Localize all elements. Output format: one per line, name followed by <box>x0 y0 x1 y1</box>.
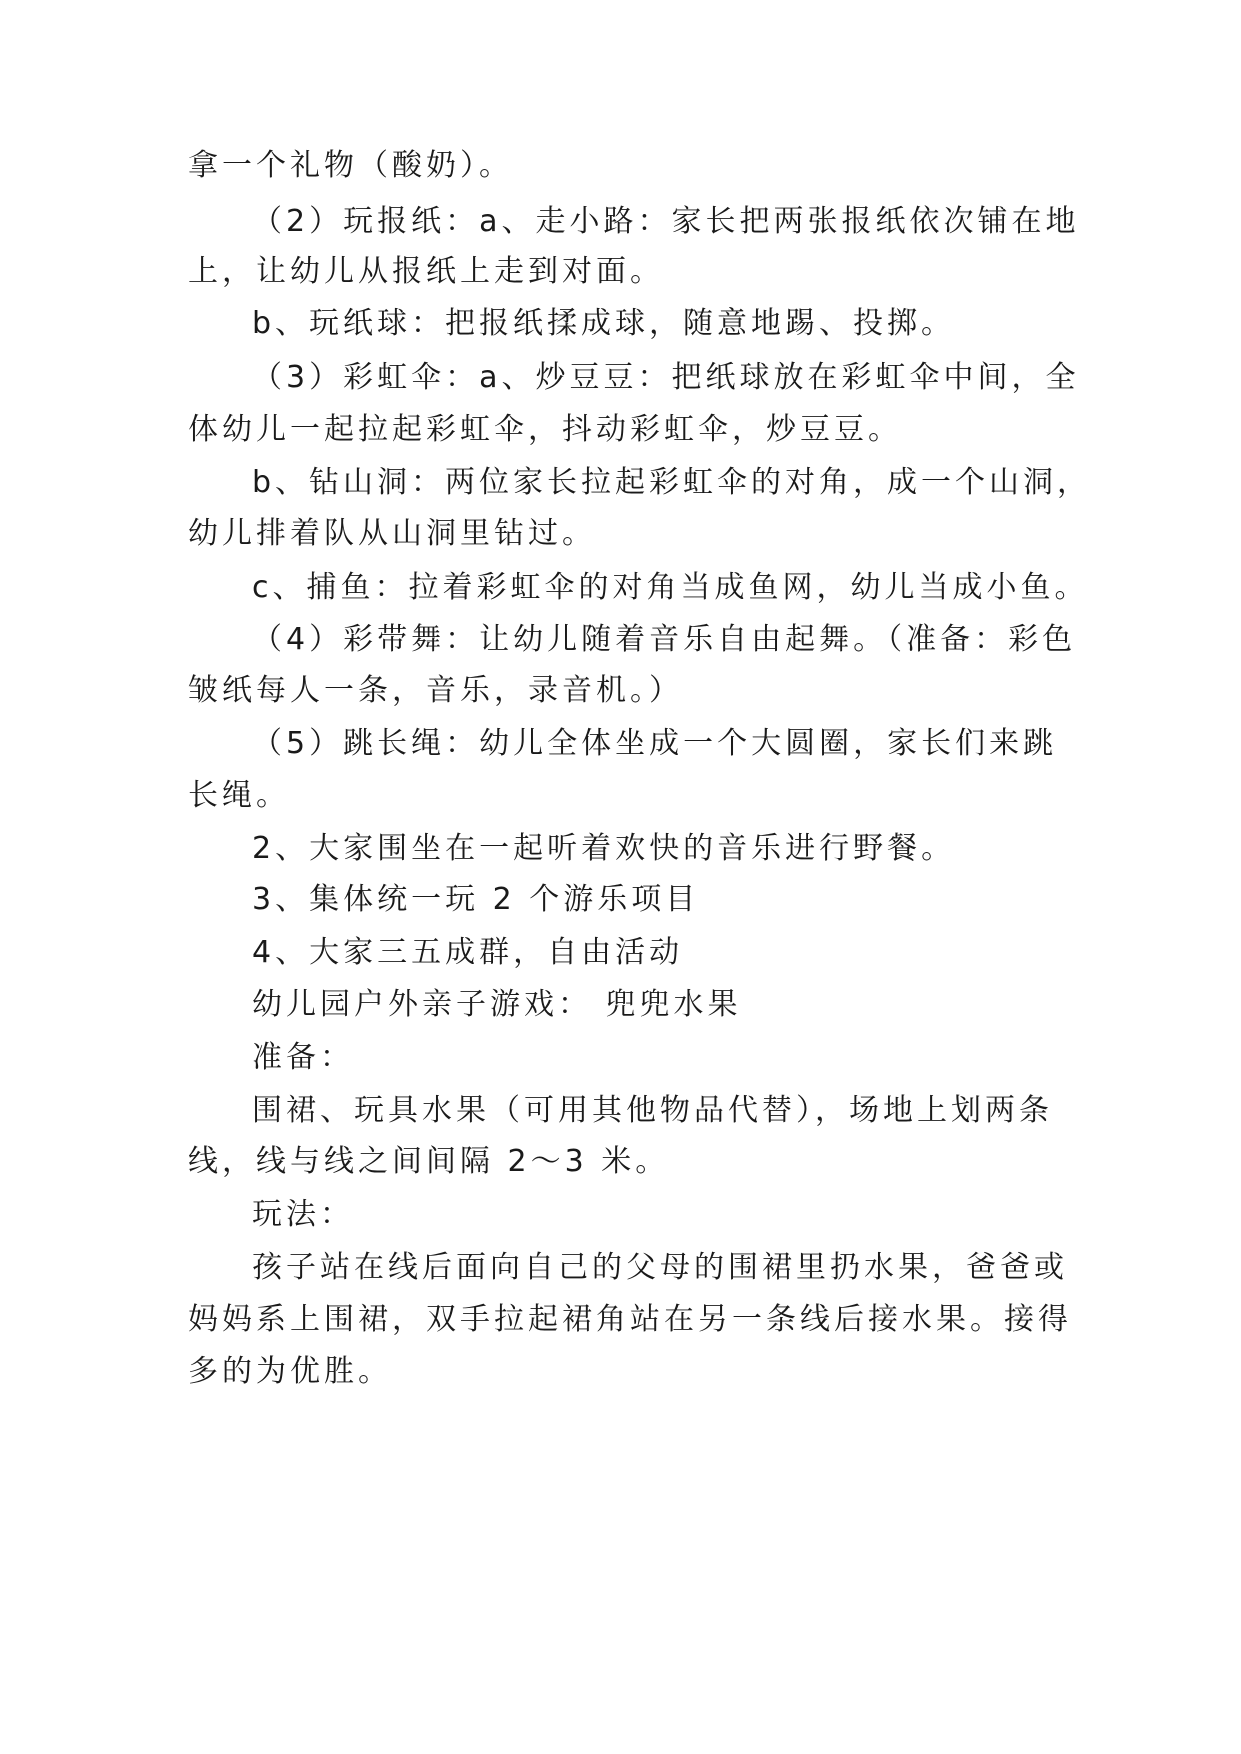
paragraph-line: （5）跳长绳：幼儿全体坐成一个大圆圈，家长们来跳 <box>252 726 1058 761</box>
paragraph-line: 围裙、玩具水果（可用其他物品代替），场地上划两条 <box>252 1093 1053 1128</box>
paragraph-line: 孩子站在线后面向自己的父母的围裙里扔水果，爸爸或 <box>252 1250 1068 1285</box>
paragraph-line: 玩法： <box>252 1197 354 1232</box>
paragraph-line: b、玩纸球：把报纸揉成球，随意地踢、投掷。 <box>252 306 956 341</box>
paragraph-line: 长绳。 <box>188 778 290 813</box>
paragraph-line: 4、大家三五成群，自由活动 <box>252 935 684 970</box>
paragraph-line: 幼儿排着队从山洞里钻过。 <box>188 516 596 551</box>
paragraph-line: 拿一个礼物（酸奶）。 <box>188 148 513 183</box>
paragraph-line: 多的为优胜。 <box>188 1354 392 1389</box>
paragraph-line: 3、集体统一玩 2 个游乐项目 <box>252 882 700 917</box>
paragraph-line: 体幼儿一起拉起彩虹伞，抖动彩虹伞，炒豆豆。 <box>188 412 902 447</box>
paragraph-line: 准备： <box>252 1040 354 1075</box>
paragraph-line: 线，线与线之间间隔 2～3 米。 <box>188 1144 670 1179</box>
paragraph-line: b、钻山洞：两位家长拉起彩虹伞的对角，成一个山洞， <box>252 465 1092 500</box>
paragraph-line: （4）彩带舞：让幼儿随着音乐自由起舞。（准备：彩色 <box>252 622 1077 657</box>
paragraph-line: 2、大家围坐在一起听着欢快的音乐进行野餐。 <box>252 831 956 866</box>
paragraph-line: 幼儿园户外亲子游戏： 兜兜水果 <box>252 987 742 1022</box>
paragraph-line: 上，让幼儿从报纸上走到对面。 <box>188 254 664 289</box>
paragraph-line: （3）彩虹伞：a、炒豆豆：把纸球放在彩虹伞中间，全 <box>252 360 1080 395</box>
paragraph-line: （2）玩报纸：a、走小路：家长把两张报纸依次铺在地 <box>252 204 1080 239</box>
paragraph-line: c、捕鱼：拉着彩虹伞的对角当成鱼网，幼儿当成小鱼。 <box>252 570 1089 605</box>
paragraph-line: 妈妈系上围裙，双手拉起裙角站在另一条线后接水果。接得 <box>188 1302 1072 1337</box>
paragraph-line: 皱纸每人一条，音乐，录音机。） <box>188 673 683 708</box>
